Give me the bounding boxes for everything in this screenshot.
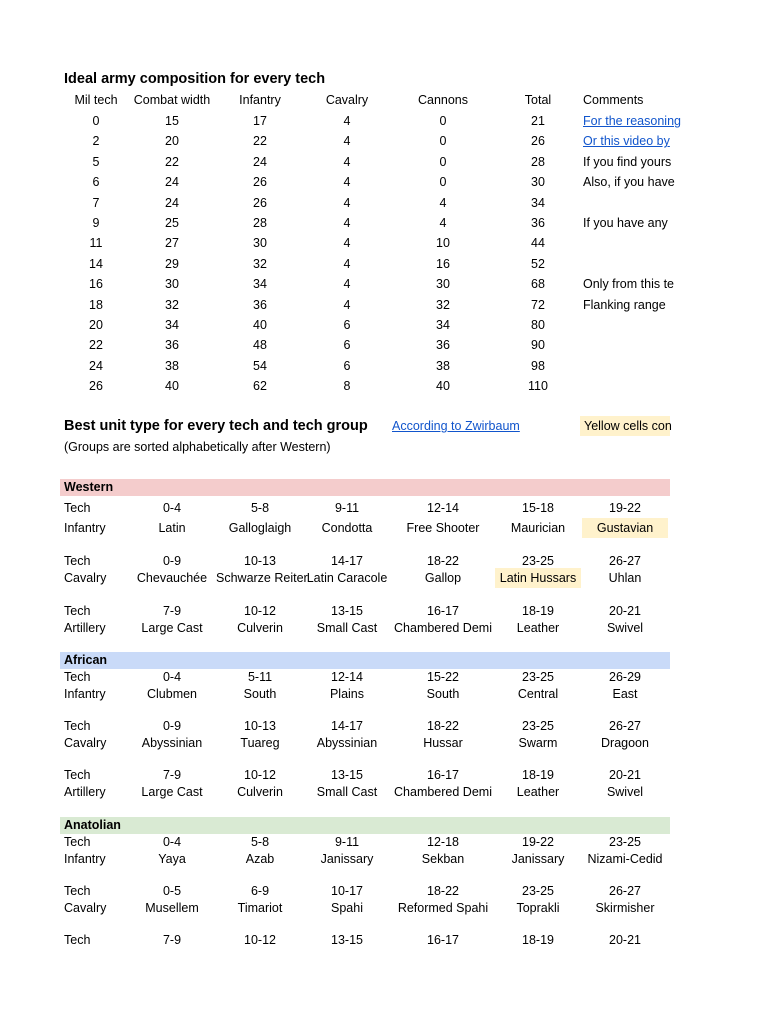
tech-range: 19-22 (609, 501, 641, 515)
unit-name: Dragoon (601, 736, 649, 750)
comment-text: If you have any (583, 216, 668, 230)
army-cell: 28 (531, 154, 545, 169)
tech-range: 23-25 (609, 835, 641, 849)
army-cell: 27 (165, 236, 179, 251)
army-cell: 4 (343, 114, 351, 128)
army-cell: 16 (436, 256, 450, 271)
army-cell: 26 (89, 379, 103, 394)
army-cell: 21 (531, 114, 545, 128)
army-cell: 34 (436, 318, 450, 332)
unit-name: Central (517, 687, 559, 701)
army-cell: 20 (89, 318, 103, 332)
army-cell: 40 (436, 379, 450, 394)
army-cell: 24 (165, 195, 179, 210)
army-cell: 72 (531, 297, 545, 312)
tech-range: 10-17 (331, 884, 363, 898)
army-cell: 32 (253, 256, 267, 271)
tech-label: Tech (64, 768, 91, 782)
unit-type-label: Infantry (64, 521, 106, 535)
army-cell: 0 (439, 154, 447, 169)
tech-range: 0-9 (162, 554, 182, 568)
tech-range: 13-15 (331, 933, 363, 947)
tech-range: 10-12 (244, 768, 276, 782)
unit-name: Nizami-Cedid (587, 852, 663, 866)
tech-range: 5-8 (250, 835, 270, 849)
army-cell: 4 (343, 134, 351, 149)
army-cell: 34 (253, 277, 267, 292)
unit-type-label: Cavalry (64, 901, 107, 915)
army-cell: 40 (165, 379, 179, 394)
unit-name: Latin Hussars (495, 568, 581, 588)
army-cell: 8 (343, 379, 351, 394)
group-name: Anatolian (64, 818, 121, 832)
unit-name: Galloglaigh (228, 521, 292, 535)
tech-label: Tech (64, 554, 91, 568)
tech-range: 9-11 (334, 501, 360, 515)
army-cell: 36 (531, 216, 545, 230)
group-name: Western (64, 480, 114, 494)
army-cell: 4 (343, 277, 351, 292)
army-cell: 6 (343, 358, 351, 373)
unit-name: Swivel (606, 785, 644, 799)
tech-range: 12-18 (427, 835, 459, 849)
tech-range: 26-27 (609, 554, 641, 568)
unit-name: Sekban (421, 852, 465, 866)
tech-range: 14-17 (331, 554, 363, 568)
unit-type-label: Artillery (64, 621, 106, 635)
unit-name: Janissary (511, 852, 565, 866)
unit-name: Uhlan (608, 571, 642, 585)
army-cell: 48 (253, 338, 267, 353)
army-cell: 98 (531, 358, 545, 373)
unit-name: Reformed Spahi (397, 901, 489, 915)
tech-range: 16-17 (427, 768, 459, 782)
unit-name: Chevauchée (136, 571, 208, 585)
army-cell: 22 (89, 338, 103, 353)
comment-text: Also, if you have (583, 175, 675, 190)
army-cell: 4 (343, 236, 351, 251)
army-header-4: Cannons (417, 93, 469, 107)
army-cell: 90 (531, 338, 545, 353)
unit-name: Maurician (510, 521, 566, 535)
unit-name: Small Cast (316, 621, 378, 635)
tech-label: Tech (64, 933, 91, 947)
unit-name: Swarm (518, 736, 558, 750)
tech-range: 0-4 (162, 670, 182, 684)
tech-range: 19-22 (522, 835, 554, 849)
army-cell: 30 (531, 175, 545, 190)
tech-range: 20-21 (609, 933, 641, 947)
tech-range: 12-14 (331, 670, 363, 684)
comment-text: If you find yours (583, 154, 672, 169)
army-cell: 68 (531, 277, 545, 292)
unit-type-label: Cavalry (64, 736, 107, 750)
tech-range: 10-13 (244, 719, 276, 733)
army-cell: 4 (343, 297, 351, 312)
army-cell: 34 (531, 195, 545, 210)
tech-range: 6-9 (250, 884, 270, 898)
unit-name: Tuareg (240, 736, 280, 750)
unit-type-label: Artillery (64, 785, 106, 799)
tech-range: 20-21 (609, 768, 641, 782)
army-cell: 4 (343, 175, 351, 190)
army-cell: 4 (439, 195, 447, 210)
comment-link[interactable]: For the reasoning (583, 114, 681, 128)
army-cell: 32 (165, 297, 179, 312)
unit-type-label: Cavalry (64, 571, 107, 585)
tech-range: 23-25 (522, 670, 554, 684)
army-cell: 17 (253, 114, 267, 128)
unit-name: Latin (158, 521, 186, 535)
army-cell: 7 (92, 195, 100, 210)
zwirbaum-link[interactable]: According to Zwirbaum (392, 419, 520, 433)
army-cell: 22 (253, 134, 267, 149)
army-cell: 16 (89, 277, 103, 292)
army-cell: 14 (89, 256, 103, 271)
tech-range: 9-11 (334, 835, 360, 849)
unit-name: Spahi (331, 901, 363, 915)
yellow-cells-note: Yellow cells con (580, 416, 670, 436)
comment-text: Flanking range (583, 297, 666, 312)
army-cell: 62 (253, 379, 267, 394)
army-cell: 11 (89, 236, 103, 251)
tech-range: 16-17 (427, 604, 459, 618)
army-cell: 26 (531, 134, 545, 149)
army-cell: 52 (531, 256, 545, 271)
tech-range: 10-12 (244, 604, 276, 618)
tech-range: 7-9 (162, 768, 182, 782)
tech-range: 5-8 (250, 501, 270, 515)
army-cell: 4 (343, 256, 351, 271)
army-title: Ideal army composition for every tech (64, 71, 326, 87)
tech-range: 15-22 (427, 670, 459, 684)
unit-name: Leather (516, 621, 560, 635)
army-cell: 20 (165, 134, 179, 149)
army-cell: 4 (343, 154, 351, 169)
unit-name: Gallop (424, 571, 462, 585)
army-cell: 24 (89, 358, 103, 373)
army-cell: 54 (253, 358, 267, 373)
tech-range: 14-17 (331, 719, 363, 733)
tech-label: Tech (64, 501, 91, 515)
unit-name: Swivel (606, 621, 644, 635)
army-cell: 15 (165, 114, 179, 128)
army-cell: 26 (253, 195, 267, 210)
unit-name: Free Shooter (406, 521, 480, 535)
army-cell: 5 (92, 154, 100, 169)
unit-name: Large Cast (141, 621, 203, 635)
unit-name: Culverin (237, 621, 283, 635)
army-header-3: Cavalry (325, 93, 369, 107)
army-cell: 4 (439, 216, 447, 230)
army-cell: 4 (343, 216, 351, 230)
army-cell: 6 (343, 318, 351, 332)
army-cell: 28 (253, 216, 267, 230)
unit-name: East (612, 687, 638, 701)
tech-range: 26-29 (609, 670, 641, 684)
groups-sorted-note: (Groups are sorted alphabetically after Western) (64, 440, 331, 454)
unit-name: South (243, 687, 277, 701)
tech-label: Tech (64, 670, 91, 684)
army-cell: 0 (439, 175, 447, 190)
tech-range: 13-15 (331, 604, 363, 618)
comment-text: Only from this te (583, 277, 674, 292)
unit-name: Hussar (423, 736, 463, 750)
tech-range: 18-22 (427, 719, 459, 733)
tech-range: 15-18 (522, 501, 554, 515)
army-cell: 2 (92, 134, 100, 149)
tech-range: 18-19 (522, 604, 554, 618)
army-cell: 110 (528, 379, 548, 394)
army-cell: 24 (253, 154, 267, 169)
army-cell: 4 (343, 195, 351, 210)
army-cell: 0 (439, 134, 447, 149)
unit-name: Clubmen (146, 687, 198, 701)
army-header-comments: Comments (583, 93, 644, 107)
tech-range: 23-25 (522, 884, 554, 898)
army-cell: 40 (253, 318, 267, 332)
army-header-5: Total (524, 93, 552, 107)
group-name: African (64, 653, 108, 667)
army-cell: 29 (165, 256, 179, 271)
army-cell: 36 (253, 297, 267, 312)
army-cell: 10 (436, 236, 450, 251)
army-cell: 0 (92, 114, 100, 128)
army-cell: 22 (165, 154, 179, 169)
army-cell: 80 (531, 318, 545, 332)
tech-label: Tech (64, 884, 91, 898)
comment-link[interactable]: Or this video by (583, 134, 670, 149)
unit-name: Schwarze Reiter (216, 571, 308, 585)
unit-name: Culverin (237, 785, 283, 799)
tech-range: 26-27 (609, 884, 641, 898)
unit-name: Azab (245, 852, 275, 866)
unit-name: Timariot (237, 901, 283, 915)
unit-name: Large Cast (141, 785, 203, 799)
tech-range: 5-11 (247, 670, 273, 684)
army-cell: 26 (253, 175, 267, 190)
tech-range: 18-19 (522, 933, 554, 947)
army-cell: 36 (436, 338, 450, 353)
unit-name: Skirmisher (595, 901, 655, 915)
tech-range: 20-21 (609, 604, 641, 618)
army-cell: 30 (436, 277, 450, 292)
army-cell: 9 (92, 216, 100, 230)
army-cell: 0 (439, 114, 447, 128)
army-cell: 34 (165, 318, 179, 332)
army-cell: 38 (165, 358, 179, 373)
tech-range: 10-12 (244, 933, 276, 947)
unit-name: Gustavian (582, 518, 668, 538)
tech-range: 23-25 (522, 554, 554, 568)
unit-name: Small Cast (316, 785, 378, 799)
unit-name: Musellem (145, 901, 199, 915)
army-header-1: Combat width (133, 93, 211, 107)
group-header-western (60, 479, 670, 496)
unit-name: Leather (516, 785, 560, 799)
tech-range: 7-9 (162, 933, 182, 947)
unit-name: Chambered Demi (394, 785, 492, 799)
army-cell: 25 (165, 216, 179, 230)
unit-type-label: Infantry (64, 852, 106, 866)
army-cell: 30 (253, 236, 267, 251)
tech-range: 18-19 (522, 768, 554, 782)
unit-name: Abyssinian (316, 736, 378, 750)
tech-range: 0-9 (162, 719, 182, 733)
tech-range: 0-4 (162, 835, 182, 849)
tech-range: 12-14 (427, 501, 459, 515)
army-cell: 32 (436, 297, 450, 312)
army-cell: 6 (343, 338, 351, 353)
unit-name: Condotta (321, 521, 373, 535)
unit-name: Yaya (158, 852, 186, 866)
tech-label: Tech (64, 719, 91, 733)
tech-range: 10-13 (244, 554, 276, 568)
unit-name: Latin Caracole (306, 571, 388, 585)
unit-name: South (426, 687, 460, 701)
unit-type-label: Infantry (64, 687, 106, 701)
tech-range: 0-4 (162, 501, 182, 515)
tech-label: Tech (64, 835, 91, 849)
tech-range: 0-5 (162, 884, 182, 898)
army-cell: 6 (92, 175, 100, 190)
army-cell: 24 (165, 175, 179, 190)
army-cell: 18 (89, 297, 103, 312)
tech-range: 18-22 (427, 884, 459, 898)
best-unit-title: Best unit type for every tech and tech group (64, 418, 368, 434)
unit-name: Toprakli (516, 901, 560, 915)
unit-name: Janissary (320, 852, 374, 866)
unit-name: Abyssinian (141, 736, 203, 750)
tech-range: 23-25 (522, 719, 554, 733)
army-cell: 30 (165, 277, 179, 292)
tech-range: 13-15 (331, 768, 363, 782)
army-header-2: Infantry (239, 93, 281, 107)
tech-range: 26-27 (609, 719, 641, 733)
army-cell: 44 (531, 236, 545, 251)
army-cell: 38 (436, 358, 450, 373)
tech-range: 16-17 (427, 933, 459, 947)
tech-range: 7-9 (162, 604, 182, 618)
tech-range: 18-22 (427, 554, 459, 568)
unit-name: Plains (329, 687, 365, 701)
army-header-0: Mil tech (74, 93, 118, 107)
tech-label: Tech (64, 604, 91, 618)
unit-name: Chambered Demi (394, 621, 492, 635)
army-cell: 36 (165, 338, 179, 353)
